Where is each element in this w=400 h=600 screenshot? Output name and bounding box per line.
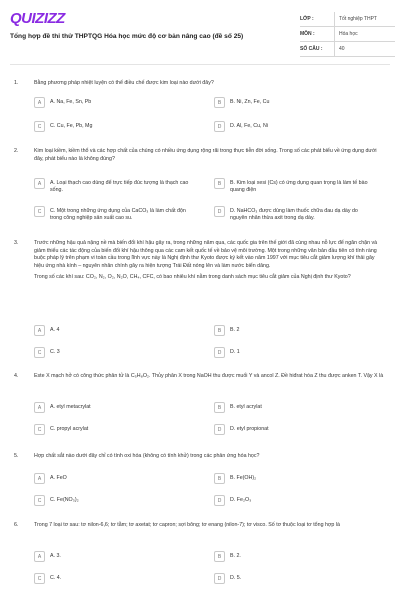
option-text: D. NaHCO₃ được dùng làm thuốc chữa đau dạ dày do nguyên nhân thừa axit trong dạ dày.	[230, 207, 358, 221]
option-letter: A	[34, 551, 45, 562]
option-letter: B	[214, 178, 225, 189]
option-text: B. Ni, Zn, Fe, Cu	[230, 98, 270, 105]
option-b[interactable]	[214, 473, 375, 484]
option-d[interactable]	[214, 347, 375, 358]
option-text: A. 4	[50, 326, 60, 333]
option-letter: A	[34, 325, 45, 336]
meta-table	[300, 12, 395, 57]
question-text: Trước những hậu quả nặng nề mà biến đổi khí hậu gây ra, trong những năm qua, các quốc gia trên thế giới đã cùng nhau nỗ lực để ngăn chặn và giảm thiểu các tác động của biến đổi khí hậu thông qua các cam kết quốc tế về bảo vệ môi trường. Một trong những văn bản đầu tiên có tính ràng buộc pháp lý trên phạm vi toàn cầu trong lĩnh vực này là Nghị định thư Kyoto được ký kết vào năm 1997 với mục tiêu cắt giảm lượng khí thải gây hiệu ứng nhà kính – nguyên nhân chính gây ra hiện tượng Trái Đất nóng lên và làm nước biển dâng. Trong số các khí sau: CO₂, N₂, O₂, N₂O, CH₄, CFC, có bao nhiêu khí nằm trong danh sách mục tiêu cắt giảm của Nghị định thư Kyoto?	[34, 240, 378, 281]
document-title: Tổng hợp đề thi thử THPTQG Hóa học mức độ cơ bản nâng cao (đề số 25)	[10, 33, 244, 40]
option-text: B. Fe(OH)₂	[230, 474, 257, 481]
option-text: A. FeO	[50, 474, 67, 481]
meta-label: SỐ CÂU :	[300, 46, 323, 52]
option-letter: B	[214, 402, 225, 413]
meta-label: LỚP :	[300, 16, 314, 22]
option-text: D. Al, Fe, Cu, Ni	[230, 122, 268, 129]
option-letter: B	[214, 473, 225, 484]
option-letter: D	[214, 495, 225, 506]
option-b[interactable]	[214, 178, 375, 194]
question-text: Este X mạch hở có công thức phân tử là C₅H₈O₂. Thủy phân X trong NaOH thu được muối Y và ancol Z. Đề hiđrat hóa Z thu được anken T. Vậy X là	[34, 373, 384, 379]
option-d[interactable]	[214, 121, 375, 132]
meta-row-class	[300, 12, 395, 27]
option-c[interactable]	[34, 121, 195, 132]
option-text: C. propyl acrylat	[50, 425, 89, 432]
option-letter: B	[214, 325, 225, 336]
option-d[interactable]	[214, 424, 375, 435]
header-divider	[10, 64, 390, 65]
question-text: Hợp chất sắt nào dưới đây chỉ có tính oxi hóa (không có tính khử) trong các phản ứng hóa học?	[34, 453, 260, 459]
option-text: D. etyl propionat	[230, 425, 269, 432]
option-text: C. Cu, Fe, Pb, Mg	[50, 122, 93, 129]
option-text: A. 3.	[50, 552, 61, 559]
option-b[interactable]	[214, 402, 375, 413]
option-letter: B	[214, 97, 225, 108]
option-b[interactable]	[214, 325, 375, 336]
option-d[interactable]	[214, 495, 375, 506]
option-text: B. etyl acrylat	[230, 403, 262, 410]
option-letter: C	[34, 121, 45, 132]
option-a[interactable]	[34, 97, 195, 108]
option-letter: C	[34, 495, 45, 506]
option-letter: C	[34, 206, 45, 217]
option-c[interactable]	[34, 206, 195, 222]
option-text: D. Fe₂O₃	[230, 496, 252, 503]
option-text: B. Kim loại xesi (Cs) có ứng dụng quan trọng là làm tế bào quang điện	[230, 179, 368, 193]
option-letter: C	[34, 424, 45, 435]
option-text: B. 2	[230, 326, 240, 333]
meta-value: Hóa học	[334, 27, 395, 41]
option-c[interactable]	[34, 573, 195, 584]
document-header	[0, 0, 400, 62]
option-text: C. 3	[50, 348, 60, 355]
option-text: C. 4.	[50, 574, 62, 581]
option-c[interactable]	[34, 495, 195, 506]
option-letter: A	[34, 473, 45, 484]
option-letter: D	[214, 206, 225, 217]
option-letter: D	[214, 347, 225, 358]
option-letter: D	[214, 121, 225, 132]
option-d[interactable]	[214, 206, 375, 222]
question-number: 6.	[14, 522, 19, 528]
question-number: 1.	[14, 80, 19, 86]
question-number: 2.	[14, 148, 19, 154]
option-text: A. Na, Fe, Sn, Pb	[50, 98, 92, 105]
option-letter: A	[34, 178, 45, 189]
option-letter: A	[34, 97, 45, 108]
option-c[interactable]	[34, 424, 195, 435]
question-text: Bằng phương pháp nhiệt luyện có thể điều chế được kim loại nào dưới đây?	[34, 80, 214, 86]
option-letter: D	[214, 573, 225, 584]
question-text: Trong 7 loại tơ sau: tơ nilon-6,6; tơ tằm; tơ axetat; tơ capron; sợi bông; tơ enang (nilon-7); tơ visco. Số tơ thuộc loại tơ tổng hợp là	[34, 522, 340, 528]
option-a[interactable]	[34, 551, 195, 562]
option-b[interactable]	[214, 551, 375, 562]
option-letter: B	[214, 551, 225, 562]
option-text: C. Fe(NO₃)₂	[50, 496, 79, 503]
meta-value: Tốt nghiệp THPT	[334, 12, 395, 26]
question-number: 3.	[14, 240, 19, 246]
option-letter: C	[34, 573, 45, 584]
meta-row-subject	[300, 27, 395, 42]
option-a[interactable]	[34, 402, 195, 413]
meta-row-count	[300, 42, 395, 57]
option-a[interactable]	[34, 473, 195, 484]
meta-value: 40	[334, 42, 395, 56]
option-letter: A	[34, 402, 45, 413]
quizizz-logo: QUIZIZZ	[10, 10, 65, 27]
option-text: A. Loại thạch cao dùng để trực tiếp đúc tượng là thạch cao sống.	[50, 179, 189, 193]
option-text: D. 5.	[230, 574, 242, 581]
option-a[interactable]	[34, 325, 195, 336]
option-b[interactable]	[214, 97, 375, 108]
option-a[interactable]	[34, 178, 195, 194]
option-text: D. 1	[230, 348, 240, 355]
option-c[interactable]	[34, 347, 195, 358]
option-letter: C	[34, 347, 45, 358]
option-text: A. etyl metacrylat	[50, 403, 91, 410]
meta-label: MÔN :	[300, 31, 315, 37]
question-number: 5.	[14, 453, 19, 459]
option-letter: D	[214, 424, 225, 435]
question-text: Kim loại kiềm, kiềm thổ và các hợp chất của chúng có nhiều ứng dụng rộng rãi trong thực tiễn đời sống. Trong số các phát biểu về ứng dụng dưới đây, phát biểu nào là không đúng?	[34, 148, 377, 162]
option-text: B. 2.	[230, 552, 241, 559]
question-number: 4.	[14, 373, 19, 379]
option-d[interactable]	[214, 573, 375, 584]
option-text: C. Một trong những ứng dụng của CaCO₃ là làm chất độn trong công nghiệp sản xuất cao su.	[50, 207, 186, 221]
